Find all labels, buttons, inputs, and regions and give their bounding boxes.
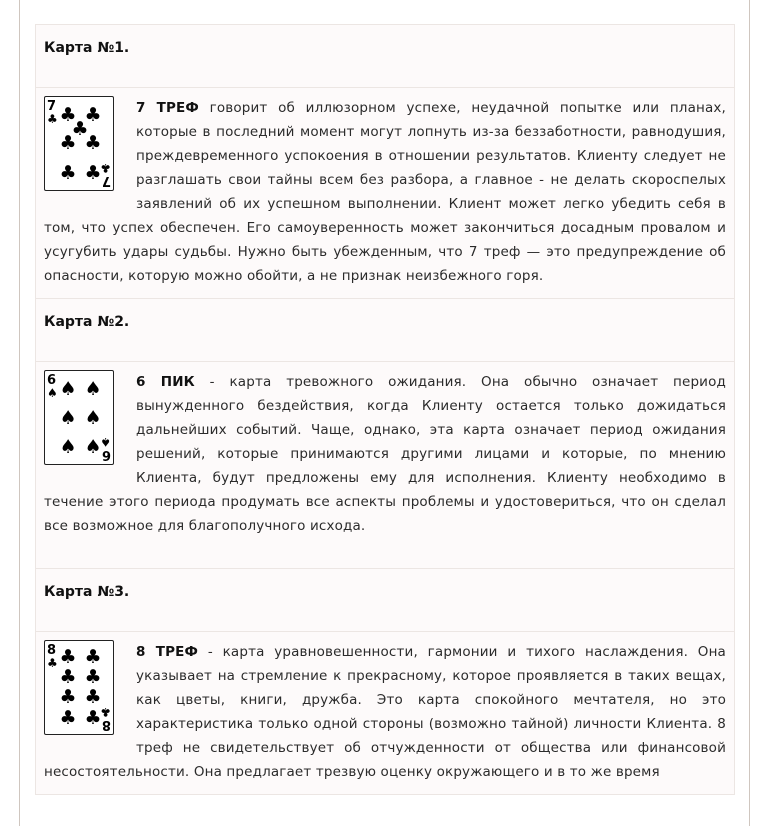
card-rank-bottom: 6: [101, 447, 111, 462]
card-rank-bottom: 7: [101, 173, 111, 188]
card-2-title-row: [36, 299, 734, 362]
club-icon: ♣: [59, 686, 77, 708]
card-3-description-row: [36, 632, 734, 795]
card-1-title-row: [36, 25, 734, 88]
club-icon: ♣: [71, 118, 89, 140]
card-rank-top: 7: [47, 99, 57, 114]
spade-icon: ♠: [59, 407, 77, 429]
card-rank-top: 6: [47, 373, 57, 388]
club-icon: ♣: [84, 104, 102, 126]
club-icon: ♣: [100, 705, 111, 719]
card-rank-top: 8: [47, 643, 57, 658]
eight-of-clubs-card-image: [44, 640, 114, 735]
club-icon: ♣: [59, 162, 77, 184]
club-icon: ♣: [47, 656, 58, 670]
card-3-title: Карта №3.: [44, 584, 130, 600]
club-icon: ♣: [84, 666, 102, 688]
card-2-title: Карта №2.: [44, 314, 130, 330]
club-icon: ♣: [47, 112, 58, 126]
card-2-name: 6 ПИК: [136, 374, 195, 390]
club-icon: ♣: [59, 666, 77, 688]
spade-icon: ♠: [84, 436, 102, 458]
seven-of-clubs-card-image: [44, 96, 114, 191]
club-icon: ♣: [84, 707, 102, 729]
card-rank-bottom: 8: [101, 717, 111, 732]
card-1-title: Карта №1.: [44, 40, 130, 56]
club-icon: ♣: [59, 132, 77, 154]
club-icon: ♣: [59, 646, 77, 668]
spade-icon: ♠: [47, 386, 58, 400]
card-2-text: - карта тревожного ожидания. Она обычно означает период вынужденного бездействия, когда Клиенту остается только дожидаться дальнейших событий. Чаще, однако, эта карта означает период ожидания решений, которые принимаются другими лицами и которые, по мнению Клиента, будут предложены ему для исполнения. Клиенту необходимо в течение этого периода продумать все аспекты проблемы и удостовериться, что он сделал все возможное для благополучного исхода.: [44, 374, 726, 534]
cards-table: [35, 24, 735, 795]
club-icon: ♣: [100, 161, 111, 175]
card-3-name: 8 ТРЕФ: [136, 644, 199, 660]
card-3-description: [44, 640, 726, 784]
card-2-description: [44, 370, 726, 538]
card-3-title-row: [36, 569, 734, 632]
card-1-description-row: [36, 88, 734, 299]
card-1-name: 7 ТРЕФ: [136, 100, 199, 116]
spade-icon: ♠: [84, 378, 102, 400]
six-of-spades-card-image: [44, 370, 114, 465]
spade-icon: ♠: [59, 378, 77, 400]
club-icon: ♣: [84, 162, 102, 184]
club-icon: ♣: [59, 104, 77, 126]
spade-icon: ♠: [84, 407, 102, 429]
spade-icon: ♠: [59, 436, 77, 458]
club-icon: ♣: [84, 646, 102, 668]
club-icon: ♣: [59, 707, 77, 729]
club-icon: ♣: [84, 132, 102, 154]
card-1-description: [44, 96, 726, 288]
card-2-description-row: [36, 362, 734, 569]
card-1-text: говорит об иллюзорном успехе, неудачной попытке или планах, которые в последний момент могут лопнуть из-за беззаботности, равнодушия, преждевременного успокоения в отношении результатов. Клиенту следует не разглашать свои тайны всем без разбора, а главное - не делать скороспелых заявлений об их успешном выполнении. Клиент может легко убедить себя в том, что успех обеспечен. Его самоуверенность может закончиться досадным провалом и усугубить удары судьбы. Нужно быть убежденным, что 7 треф — это предупреждение об опасности, которую можно обойти, а не признак неизбежного горя.: [44, 100, 726, 284]
club-icon: ♣: [84, 686, 102, 708]
spade-icon: ♠: [100, 435, 111, 449]
card-3-text: - карта уравновешенности, гармонии и тихого наслаждения. Она указывает на стремление к прекрасному, которое проявляется в таких вещах, как цветы, книги, дружба. Это карта спокойного мечтателя, но это характеристика только одной стороны (возможно тайной) личности Клиента. 8 треф не свидетельствует об отчужденности от общества или финансовой несостоятельности. Она предлагает трезвую оценку окружающего и в то же время: [44, 644, 726, 780]
